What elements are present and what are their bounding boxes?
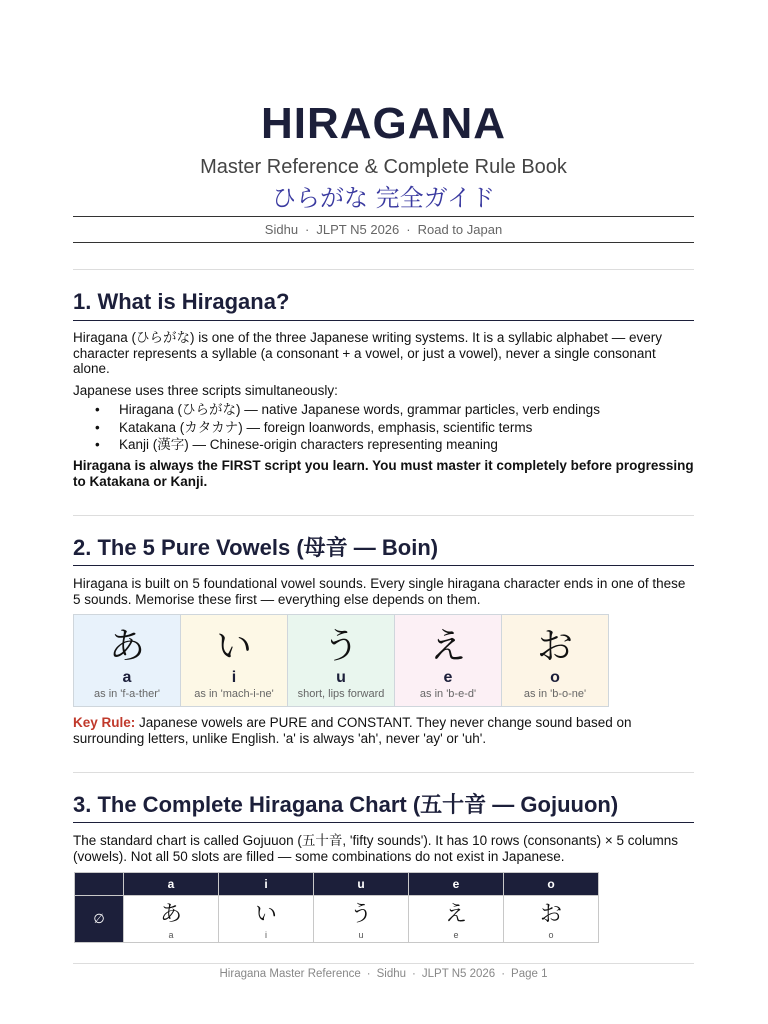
- scripts-intro: Japanese uses three scripts simultaneously:: [73, 383, 338, 398]
- byline-series: Road to Japan: [417, 222, 503, 237]
- section-2-heading: 2. The 5 Pure Vowels (母音 — Boin): [73, 535, 439, 560]
- byline: Sidhu · JLPT N5 2026 · Road to Japan: [264, 222, 503, 237]
- vowel-card-u: [287, 614, 395, 707]
- cell-romaji: a: [168, 930, 174, 940]
- key-rule-text: Japanese vowels are PURE and CONSTANT. They never change sound based on surrounding letters, unlike English. 'a' is always 'ah', never 'ay' or 'uh'.: [73, 715, 632, 746]
- vowel-note: as in 'mach-i-ne': [194, 688, 274, 700]
- vowel-romaji: e: [443, 669, 453, 686]
- section-3-heading: 3. The Complete Hiragana Chart (五十音 — Gojuuon): [73, 792, 619, 817]
- gojuuon-table: [74, 872, 599, 943]
- cell-romaji: e: [453, 930, 459, 940]
- cell-kana: え: [444, 902, 467, 927]
- list-item: • Kanji (漢字) — Chinese-origin characters representing meaning: [73, 436, 694, 454]
- table-cell: [314, 896, 409, 943]
- table-cell: [504, 896, 599, 943]
- vowel-note: as in 'b-e-d': [419, 688, 477, 700]
- cell-romaji: i: [265, 930, 267, 940]
- key-rule: [73, 715, 694, 746]
- vowel-kana: え: [429, 626, 466, 667]
- column-header: e: [409, 873, 504, 896]
- cell-kana: あ: [159, 902, 182, 927]
- document-title: HIRAGANA: [260, 99, 507, 148]
- vowel-note: as in 'b-o-ne': [523, 688, 587, 700]
- page-footer: Hiragana Master Reference · Sidhu · JLPT N5 2026 · Page 1: [219, 968, 548, 980]
- cell-kana: う: [349, 902, 372, 927]
- column-header: u: [314, 873, 409, 896]
- table-cell: [124, 896, 219, 943]
- table-row: [75, 896, 599, 943]
- table-header-row: [75, 873, 599, 896]
- column-header: a: [124, 873, 219, 896]
- vowel-kana: お: [536, 626, 573, 667]
- list-item: • Hiragana (ひらがな) — native Japanese words, grammar particles, verb endings: [73, 401, 694, 419]
- document-subtitle: Master Reference & Complete Rule Book: [200, 156, 567, 178]
- vowel-kana: あ: [108, 626, 145, 667]
- vowel-note: as in 'f-a-ther': [94, 688, 160, 700]
- vowel-card-o: [501, 614, 609, 707]
- cell-romaji: u: [358, 930, 364, 940]
- cell-kana: い: [254, 902, 277, 927]
- row-header: ∅: [75, 896, 124, 943]
- vowel-card-e: [394, 614, 502, 707]
- scripts-list: [73, 401, 694, 454]
- column-header: o: [504, 873, 599, 896]
- table-cell: [219, 896, 314, 943]
- list-item: • Katakana (カタカナ) — foreign loanwords, emphasis, scientific terms: [73, 419, 694, 437]
- japanese-title: ひらがな 完全ガイド: [272, 184, 495, 212]
- cell-kana: お: [539, 902, 562, 927]
- section-1-emphasis: Hiragana is always the FIRST script you learn. You must master it completely before progressing to Katakana or Kanji.: [73, 458, 694, 489]
- section-divider: [73, 515, 694, 516]
- vowel-kana: い: [215, 626, 252, 667]
- vowel-note: short, lips forward: [297, 688, 385, 700]
- section-3-intro: The standard chart is called Gojuuon (五十音, 'fifty sounds'). It has 10 rows (consonants) × 5 columns (vowels). Not all 50 slots are filled — some combinations do not exist in Japanese.: [73, 833, 679, 864]
- vowel-card-i: [180, 614, 288, 707]
- header-rule-top: [73, 216, 694, 217]
- vowel-cards: [73, 614, 613, 707]
- cell-romaji: o: [548, 930, 554, 940]
- byline-level: JLPT N5 2026: [316, 222, 400, 237]
- section-1-underline: [73, 320, 694, 321]
- vowel-kana: う: [322, 626, 359, 667]
- byline-author: Sidhu: [264, 222, 299, 237]
- vowel-romaji: u: [336, 669, 346, 686]
- table-corner: [75, 873, 124, 896]
- section-3-underline: [73, 822, 694, 823]
- footer-author: Sidhu: [376, 968, 407, 980]
- section-2-underline: [73, 565, 694, 566]
- column-header: i: [219, 873, 314, 896]
- footer-page-number: Page 1: [511, 968, 548, 980]
- vowel-romaji: a: [122, 669, 132, 686]
- vowel-romaji: i: [231, 669, 237, 686]
- footer-level: JLPT N5 2026: [421, 968, 496, 980]
- footer-rule: [73, 963, 694, 964]
- vowel-romaji: o: [550, 669, 560, 686]
- section-divider: [73, 772, 694, 773]
- section-2-intro: Hiragana is built on 5 foundational vowel sounds. Every single hiragana character ends in one of these 5 sounds. Memorise these first — everything else depends on them.: [73, 576, 686, 607]
- section-1-heading: 1. What is Hiragana?: [73, 289, 290, 314]
- table-cell: [409, 896, 504, 943]
- section-divider: [73, 269, 694, 270]
- vowel-card-a: [73, 614, 181, 707]
- header-rule-bottom: [73, 242, 694, 243]
- section-1-intro: Hiragana (ひらがな) is one of the three Japanese writing systems. It is a syllabic alphabet — every character represents a syllable (a consonant + a vowel, or just a vowel), never a single consonant alone.: [73, 330, 663, 377]
- key-rule-label: Key Rule:: [73, 715, 136, 730]
- footer-doc-title: Hiragana Master Reference: [219, 968, 361, 980]
